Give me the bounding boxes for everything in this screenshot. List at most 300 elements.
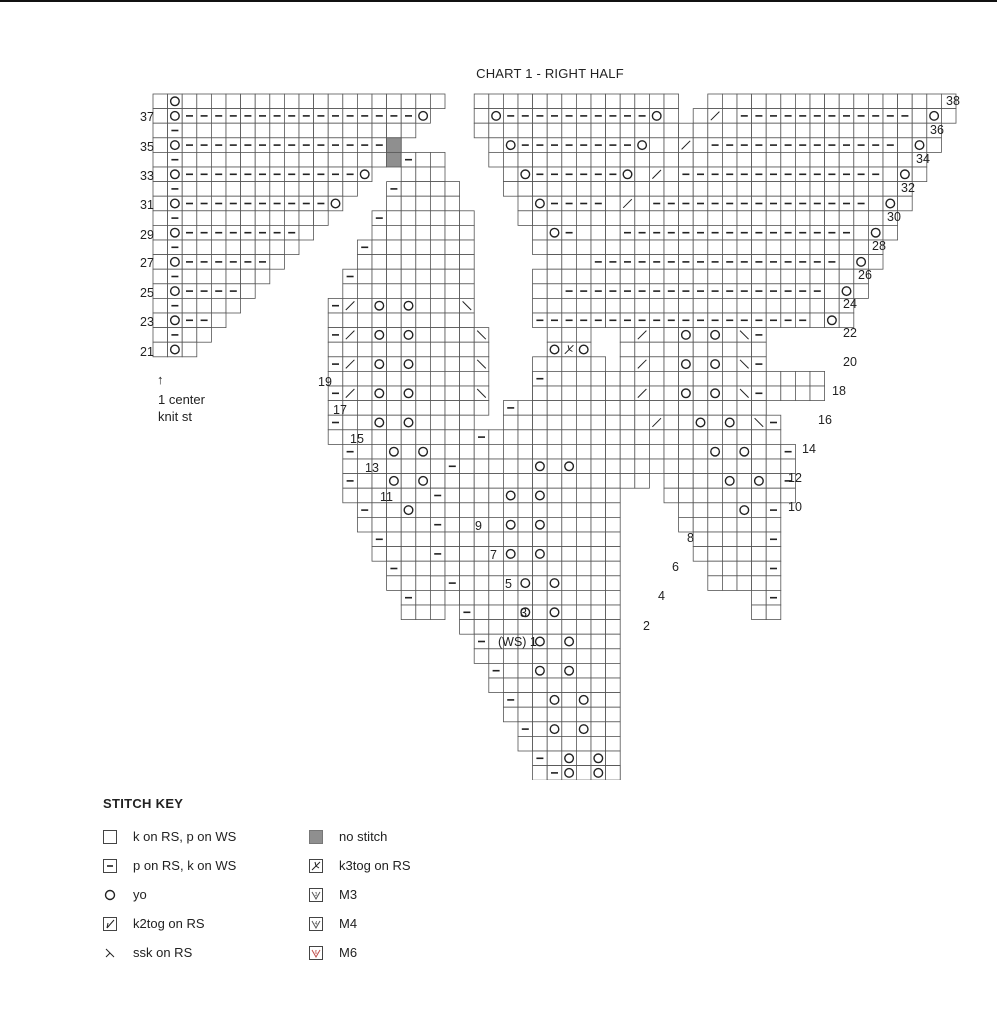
chart-cell xyxy=(708,459,723,474)
chart-cell xyxy=(445,284,460,299)
chart-cell xyxy=(562,284,577,299)
chart-cell xyxy=(401,517,416,532)
chart-cell xyxy=(299,225,314,240)
chart-cell xyxy=(211,152,226,167)
chart-cell xyxy=(708,547,723,562)
chart-cell xyxy=(168,152,183,167)
chart-cell xyxy=(284,211,299,226)
chart-cell xyxy=(664,211,679,226)
chart-cell xyxy=(854,211,869,226)
chart-cell xyxy=(445,225,460,240)
cell-box xyxy=(460,620,475,635)
chart-cell xyxy=(197,196,212,211)
chart-cell xyxy=(197,211,212,226)
chart-cell xyxy=(737,444,752,459)
cell-box xyxy=(416,459,431,474)
chart-cell xyxy=(547,474,562,489)
cell-box xyxy=(533,722,548,737)
cell-box xyxy=(270,152,285,167)
annotation-line-1: 1 center xyxy=(158,392,205,407)
chart-cell xyxy=(562,663,577,678)
cell-box xyxy=(649,386,664,401)
chart-cell xyxy=(168,240,183,255)
chart-cell xyxy=(547,722,562,737)
chart-cell xyxy=(664,371,679,386)
cell-box xyxy=(854,94,869,109)
chart-cell xyxy=(825,255,840,270)
chart-cell xyxy=(752,561,767,576)
chart-cell xyxy=(708,284,723,299)
chart-cell xyxy=(430,240,445,255)
cell-box xyxy=(591,386,606,401)
chart-cell xyxy=(372,401,387,416)
cell-box xyxy=(635,269,650,284)
cell-box xyxy=(635,298,650,313)
chart-cell xyxy=(591,298,606,313)
chart-cell xyxy=(868,138,883,153)
cell-box xyxy=(766,605,781,620)
chart-cell xyxy=(576,225,591,240)
cell-box xyxy=(708,576,723,591)
chart-cell xyxy=(343,269,358,284)
chart-cell xyxy=(489,590,504,605)
cell-box xyxy=(795,94,810,109)
svg-text:3: 3 xyxy=(314,891,318,898)
cell-box xyxy=(737,532,752,547)
chart-cell xyxy=(781,284,796,299)
chart-cell xyxy=(533,576,548,591)
cell-box xyxy=(898,123,913,138)
chart-cell xyxy=(182,123,197,138)
chart-cell xyxy=(387,255,402,270)
chart-cell xyxy=(766,196,781,211)
chart-cell xyxy=(620,109,635,124)
chart-cell xyxy=(752,255,767,270)
chart-cell xyxy=(503,94,518,109)
chart-cell xyxy=(825,298,840,313)
chart-cell xyxy=(372,225,387,240)
chart-cell xyxy=(649,415,664,430)
chart-cell xyxy=(197,298,212,313)
chart-cell xyxy=(781,138,796,153)
cell-box xyxy=(635,459,650,474)
cell-box xyxy=(533,196,548,211)
cell-box xyxy=(153,313,168,328)
cell-box xyxy=(401,357,416,372)
chart-cell xyxy=(168,269,183,284)
cell-box xyxy=(416,313,431,328)
cell-box xyxy=(430,342,445,357)
chart-cell xyxy=(533,357,548,372)
chart-cell xyxy=(576,707,591,722)
chart-cell xyxy=(328,138,343,153)
chart-cell xyxy=(489,576,504,591)
chart-cell xyxy=(854,182,869,197)
chart-cell xyxy=(460,240,475,255)
cell-box xyxy=(226,94,241,109)
cell-box xyxy=(416,503,431,518)
chart-cell xyxy=(533,123,548,138)
chart-cell xyxy=(168,94,183,109)
chart-cell xyxy=(416,255,431,270)
cell-box xyxy=(591,269,606,284)
cell-box xyxy=(197,211,212,226)
chart-cell xyxy=(562,649,577,664)
chart-cell xyxy=(197,167,212,182)
chart-cell xyxy=(737,357,752,372)
cell-box xyxy=(503,415,518,430)
cell-box xyxy=(781,94,796,109)
chart-cell xyxy=(387,225,402,240)
cell-box xyxy=(737,444,752,459)
chart-cell xyxy=(489,459,504,474)
cell-box xyxy=(387,444,402,459)
cell-box xyxy=(679,401,694,416)
cell-box xyxy=(562,707,577,722)
chart-cell xyxy=(737,138,752,153)
chart-cell xyxy=(722,94,737,109)
cell-box xyxy=(430,532,445,547)
cell-box xyxy=(679,211,694,226)
dash-icon xyxy=(103,859,117,873)
cell-box xyxy=(226,211,241,226)
key-item: no stitch xyxy=(309,822,539,851)
cell-box xyxy=(197,269,212,284)
cell-box xyxy=(722,357,737,372)
chart-cell xyxy=(328,342,343,357)
chart-cell xyxy=(255,94,270,109)
chart-cell xyxy=(576,736,591,751)
cell-box xyxy=(635,167,650,182)
chart-cell xyxy=(635,255,650,270)
chart-cell xyxy=(693,196,708,211)
chart-cell xyxy=(343,94,358,109)
chart-cell xyxy=(576,576,591,591)
chart-cell xyxy=(460,605,475,620)
chart-cell xyxy=(445,269,460,284)
cell-box xyxy=(357,255,372,270)
chart-cell xyxy=(343,444,358,459)
chart-cell xyxy=(357,415,372,430)
chart-cell xyxy=(255,123,270,138)
chart-cell xyxy=(401,255,416,270)
chart-cell xyxy=(562,182,577,197)
chart-cell xyxy=(153,211,168,226)
cell-box xyxy=(547,590,562,605)
cell-box xyxy=(533,766,548,780)
chart-cell xyxy=(737,152,752,167)
chart-cell xyxy=(591,634,606,649)
chart-cell xyxy=(255,269,270,284)
chart-cell xyxy=(562,561,577,576)
chart-cell xyxy=(912,109,927,124)
cell-box xyxy=(503,152,518,167)
chart-cell xyxy=(635,269,650,284)
chart-cell xyxy=(576,663,591,678)
cell-box xyxy=(401,123,416,138)
chart-cell xyxy=(357,284,372,299)
cell-box xyxy=(343,488,358,503)
chart-cell xyxy=(576,240,591,255)
chart-cell xyxy=(635,284,650,299)
cell-box xyxy=(343,459,358,474)
cell-box xyxy=(635,196,650,211)
chart-cell xyxy=(372,298,387,313)
cell-box xyxy=(518,211,533,226)
cell-box xyxy=(357,401,372,416)
chart-cell xyxy=(503,605,518,620)
cell-box xyxy=(430,474,445,489)
row-label-right: 32 xyxy=(901,181,915,195)
cell-box xyxy=(343,313,358,328)
cell-box xyxy=(591,722,606,737)
chart-cell xyxy=(576,94,591,109)
cell-box xyxy=(649,444,664,459)
chart-cell xyxy=(153,152,168,167)
cell-box xyxy=(547,649,562,664)
chart-cell xyxy=(503,561,518,576)
chart-cell xyxy=(752,167,767,182)
cell-box xyxy=(503,123,518,138)
chart-cell xyxy=(372,517,387,532)
chart-cell xyxy=(606,240,621,255)
key-item: p on RS, k on WS xyxy=(103,851,333,880)
cell-box xyxy=(533,444,548,459)
chart-cell xyxy=(372,109,387,124)
chart-cell xyxy=(576,722,591,737)
chart-cell xyxy=(547,386,562,401)
chart-cell xyxy=(810,284,825,299)
chart-cell xyxy=(153,240,168,255)
row-label-left: 29 xyxy=(140,228,154,242)
cell-box xyxy=(518,444,533,459)
chart-cell xyxy=(182,94,197,109)
chart-cell xyxy=(898,123,913,138)
row-label-left: 15 xyxy=(350,432,364,446)
chart-cell xyxy=(182,152,197,167)
cell-box xyxy=(241,284,256,299)
cell-box xyxy=(445,401,460,416)
chart-cell xyxy=(387,547,402,562)
chart-cell xyxy=(752,474,767,489)
chart-cell xyxy=(460,444,475,459)
chart-cell xyxy=(357,138,372,153)
cell-box xyxy=(211,182,226,197)
cell-box xyxy=(562,605,577,620)
chart-cell xyxy=(854,225,869,240)
chart-cell xyxy=(606,152,621,167)
cell-box xyxy=(401,255,416,270)
chart-cell xyxy=(357,313,372,328)
cell-box xyxy=(241,211,256,226)
cell-box xyxy=(387,371,402,386)
chart-cell xyxy=(635,313,650,328)
cell-box xyxy=(416,430,431,445)
chart-cell xyxy=(460,517,475,532)
chart-cell xyxy=(401,415,416,430)
chart-cell xyxy=(211,182,226,197)
chart-cell xyxy=(737,328,752,343)
chart-cell xyxy=(416,474,431,489)
cell-box xyxy=(533,736,548,751)
chart-cell xyxy=(533,138,548,153)
cell-box xyxy=(562,386,577,401)
chart-cell xyxy=(182,284,197,299)
chart-cell xyxy=(387,503,402,518)
chart-cell xyxy=(197,284,212,299)
cell-box xyxy=(722,430,737,445)
chart-cell xyxy=(839,94,854,109)
chart-cell xyxy=(795,167,810,182)
chart-cell xyxy=(562,736,577,751)
chart-cell xyxy=(576,196,591,211)
chart-cell xyxy=(445,182,460,197)
chart-cell xyxy=(620,430,635,445)
cell-box xyxy=(606,240,621,255)
chart-cell xyxy=(562,386,577,401)
chart-cell xyxy=(153,182,168,197)
chart-cell xyxy=(576,547,591,562)
cell-box xyxy=(445,371,460,386)
chart-cell xyxy=(547,182,562,197)
cell-box xyxy=(825,298,840,313)
chart-cell xyxy=(547,94,562,109)
cell-box xyxy=(737,474,752,489)
chart-cell xyxy=(825,225,840,240)
chart-cell xyxy=(795,386,810,401)
cell-box xyxy=(430,503,445,518)
cell-box xyxy=(562,736,577,751)
cell-box xyxy=(679,371,694,386)
chart-cell xyxy=(635,430,650,445)
cell-box xyxy=(591,474,606,489)
cell-box xyxy=(387,298,402,313)
cell-box xyxy=(416,240,431,255)
cell-box xyxy=(591,547,606,562)
cell-box xyxy=(445,255,460,270)
cell-box xyxy=(153,138,168,153)
chart-cell xyxy=(430,342,445,357)
cell-box xyxy=(708,547,723,562)
chart-cell xyxy=(620,138,635,153)
chart-cell xyxy=(357,167,372,182)
cell-box xyxy=(153,167,168,182)
chart-cell xyxy=(795,138,810,153)
cell-box xyxy=(722,561,737,576)
chart-cell xyxy=(182,225,197,240)
chart-cell xyxy=(722,459,737,474)
cell-box xyxy=(387,503,402,518)
chart-cell xyxy=(518,474,533,489)
chart-cell xyxy=(693,313,708,328)
chart-cell xyxy=(533,444,548,459)
chart-cell xyxy=(810,298,825,313)
chart-cell xyxy=(752,386,767,401)
cell-box xyxy=(518,415,533,430)
chart-cell xyxy=(372,547,387,562)
cell-box xyxy=(445,488,460,503)
chart-cell xyxy=(328,182,343,197)
cell-box xyxy=(693,211,708,226)
chart-title: CHART 1 - RIGHT HALF xyxy=(476,66,624,81)
cell-box xyxy=(503,444,518,459)
chart-cell xyxy=(606,138,621,153)
cell-box xyxy=(416,444,431,459)
chart-cell xyxy=(168,196,183,211)
cell-box xyxy=(416,328,431,343)
cell-box xyxy=(460,503,475,518)
chart-cell xyxy=(649,109,664,124)
chart-cell xyxy=(547,488,562,503)
cell-box xyxy=(547,503,562,518)
chart-cell xyxy=(401,401,416,416)
chart-cell xyxy=(693,298,708,313)
cell-box xyxy=(649,240,664,255)
cell-box xyxy=(620,430,635,445)
cell-box xyxy=(153,196,168,211)
cell-box xyxy=(343,182,358,197)
chart-cell xyxy=(533,751,548,766)
cell-box xyxy=(839,152,854,167)
cell-box xyxy=(372,342,387,357)
cell-box xyxy=(489,94,504,109)
cell-box xyxy=(766,576,781,591)
cell-box xyxy=(460,371,475,386)
cell-box xyxy=(460,211,475,226)
chart-cell xyxy=(562,167,577,182)
cell-box xyxy=(533,678,548,693)
cell-box xyxy=(255,269,270,284)
chart-cell xyxy=(474,503,489,518)
chart-cell xyxy=(591,547,606,562)
chart-cell xyxy=(547,503,562,518)
cell-box xyxy=(693,240,708,255)
chart-cell xyxy=(679,138,694,153)
chart-cell xyxy=(547,269,562,284)
chart-cell xyxy=(854,138,869,153)
cell-box xyxy=(372,474,387,489)
chart-cell xyxy=(606,196,621,211)
chart-cell xyxy=(460,620,475,635)
chart-cell xyxy=(722,313,737,328)
chart-cell xyxy=(912,94,927,109)
cell-box xyxy=(474,576,489,591)
row-label-right: 18 xyxy=(832,384,846,398)
chart-cell xyxy=(591,751,606,766)
cell-box xyxy=(562,328,577,343)
chart-cell xyxy=(518,678,533,693)
cell-box xyxy=(299,152,314,167)
chart-cell xyxy=(314,167,329,182)
cell-box xyxy=(182,269,197,284)
cell-box xyxy=(357,313,372,328)
chart-cell xyxy=(226,94,241,109)
cell-box xyxy=(518,123,533,138)
chart-cell xyxy=(737,561,752,576)
chart-cell xyxy=(255,255,270,270)
cell-box xyxy=(795,371,810,386)
chart-cell xyxy=(620,415,635,430)
cell-box xyxy=(576,415,591,430)
chart-cell xyxy=(357,328,372,343)
chart-cell xyxy=(649,284,664,299)
chart-cell xyxy=(387,269,402,284)
cell-box xyxy=(503,590,518,605)
cell-box xyxy=(547,474,562,489)
cell-box xyxy=(460,576,475,591)
chart-cell xyxy=(795,298,810,313)
cell-box xyxy=(460,444,475,459)
